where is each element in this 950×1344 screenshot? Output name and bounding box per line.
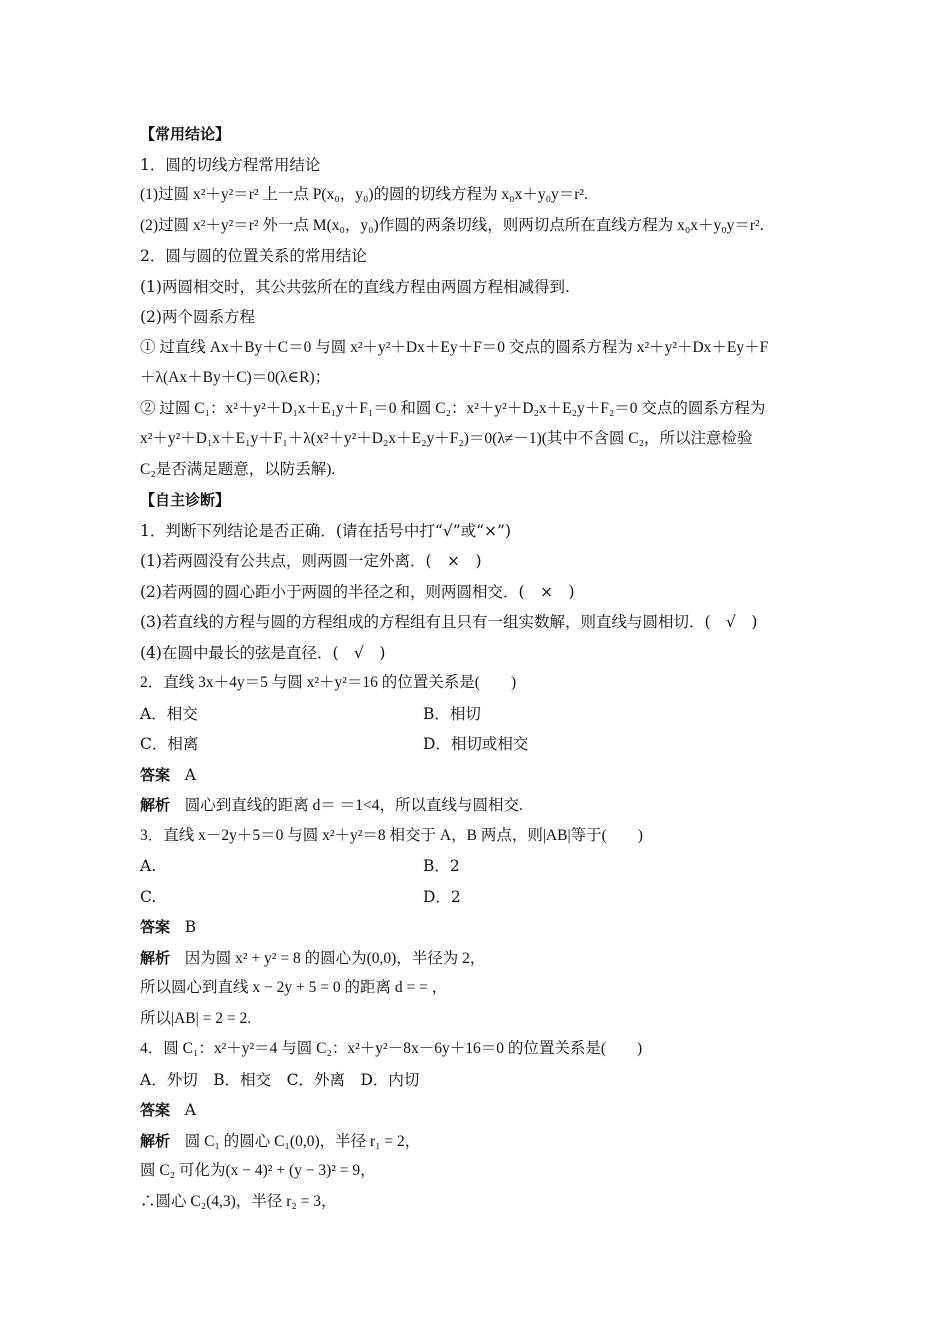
conclusion-line: 2．圆与圆的位置关系的常用结论 [140, 247, 367, 265]
conclusion-line: (2)过圆 x²＋y²＝r² 外一点 M(x₀，y₀)作圆的两条切线，则两切点所在直线方程为 x₀x＋y₀y＝r². [140, 217, 764, 234]
analysis-text: 圆心到直线的距离 d＝ ＝1<4，所以直线与圆相交. [184, 797, 523, 814]
option-b: B．2 [423, 857, 460, 875]
conclusion-line: x²＋y²＋D₁x＋E₁y＋F₁＋λ(x²＋y²＋D₂x＋E₂y＋F₂)＝0(λ≠－1)(其中不含圆 C₂，所以注意检验 [140, 430, 753, 447]
analysis-text: 因为圆 x² + y² = 8 的圆心为(0,0)，半径为 2， [184, 950, 486, 967]
answer-value: A [184, 766, 196, 784]
question-stem: 4．圆 C₁：x²＋y²＝4 与圆 C₂：x²＋y²－8x－6y＋16＝0 的位置关系是( ) [140, 1040, 643, 1057]
question-stem: 2．直线 3x＋4y＝5 与圆 x²＋y²＝16 的位置关系是( ) [140, 674, 517, 691]
analysis-label: 解析 [140, 949, 171, 967]
answer-row [140, 1100, 196, 1120]
answer-label: 答案 [140, 918, 171, 936]
conclusion-line: (2)两个圆系方程 [140, 308, 255, 326]
analysis-text: 圆 C₁ 的圆心 C₁(0,0)，半径 r₁ = 2， [184, 1133, 421, 1150]
option-a: A. [140, 857, 157, 875]
conclusion-line: ① 过直线 Ax＋By＋C＝0 与圆 x²＋y²＋Dx＋Ey＋F＝0 交点的圆系方程为 x²＋y²＋Dx＋Ey＋F [140, 339, 769, 356]
option-d: D．2 [423, 888, 461, 906]
conclusion-line: C₂是否满足题意，以防丢解). [140, 461, 336, 478]
answer-row [140, 917, 196, 937]
analysis-text: 所以|AB| = 2 = 2. [140, 1010, 252, 1027]
analysis-text: 所以圆心到直线 x − 2y + 5 = 0 的距离 d = = ， [140, 979, 448, 996]
conclusions-heading: 【常用结论】 [140, 125, 231, 143]
judgement-item: (3)若直线的方程与圆的方程组成的方程组有且只有一组实数解，则直线与圆相切．( √ ) [140, 613, 758, 631]
analysis-row [140, 948, 485, 969]
answer-label: 答案 [140, 766, 171, 784]
answer-value: A [184, 1101, 196, 1119]
answer-row [140, 765, 196, 785]
analysis-label: 解析 [140, 796, 171, 814]
judgement-item: (2)若两圆的圆心距小于两圆的半径之和，则两圆相交．( × ) [140, 583, 575, 601]
self-check-heading: 【自主诊断】 [140, 491, 231, 509]
judgement-item: (4)在圆中最长的弦是直径．( √ ) [140, 644, 386, 662]
judgement-item: (1)若两圆没有公共点，则两圆一定外离．( × ) [140, 552, 482, 570]
conclusion-line: ＋λ(Ax＋By＋C)＝0(λ∈R)； [140, 369, 331, 386]
option-a: A．相交 [140, 705, 198, 723]
analysis-row [140, 1131, 420, 1152]
question-stem: 3．直线 x－2y＋5＝0 与圆 x²＋y²＝8 相交于 A，B 两点，则|AB|等于( ) [140, 827, 643, 844]
option-c: C．相离 [140, 735, 199, 753]
analysis-text: 圆 C₂ 可化为(x − 4)² + (y − 3)² = 9， [140, 1162, 376, 1179]
answer-label: 答案 [140, 1101, 171, 1119]
question-stem: 1．判断下列结论是否正确．(请在括号中打“√”或“×”) [140, 522, 512, 540]
option-d: D．相切或相交 [423, 735, 529, 753]
conclusion-line: (1)两圆相交时，其公共弦所在的直线方程由两圆方程相减得到. [140, 278, 570, 296]
analysis-label: 解析 [140, 1132, 171, 1150]
analysis-row [140, 795, 523, 816]
option-b: B．相切 [423, 705, 481, 723]
conclusion-line: ② 过圆 C₁：x²＋y²＋D₁x＋E₁y＋F₁＝0 和圆 C₂：x²＋y²＋D₂x＋E₂y＋F₂＝0 交点的圆系方程为 [140, 400, 766, 417]
answer-value: B [184, 918, 197, 936]
conclusion-line: 1．圆的切线方程常用结论 [140, 156, 321, 174]
conclusion-line: (1)过圆 x²＋y²＝r² 上一点 P(x₀，y₀)的圆的切线方程为 x₀x＋y₀y＝r². [140, 186, 588, 203]
analysis-text: ∴圆心 C₂(4,3)，半径 r₂ = 3， [140, 1193, 337, 1210]
options-row: A．外切 B．相交 C．外离 D．内切 [140, 1071, 420, 1089]
option-c: C. [140, 888, 157, 906]
